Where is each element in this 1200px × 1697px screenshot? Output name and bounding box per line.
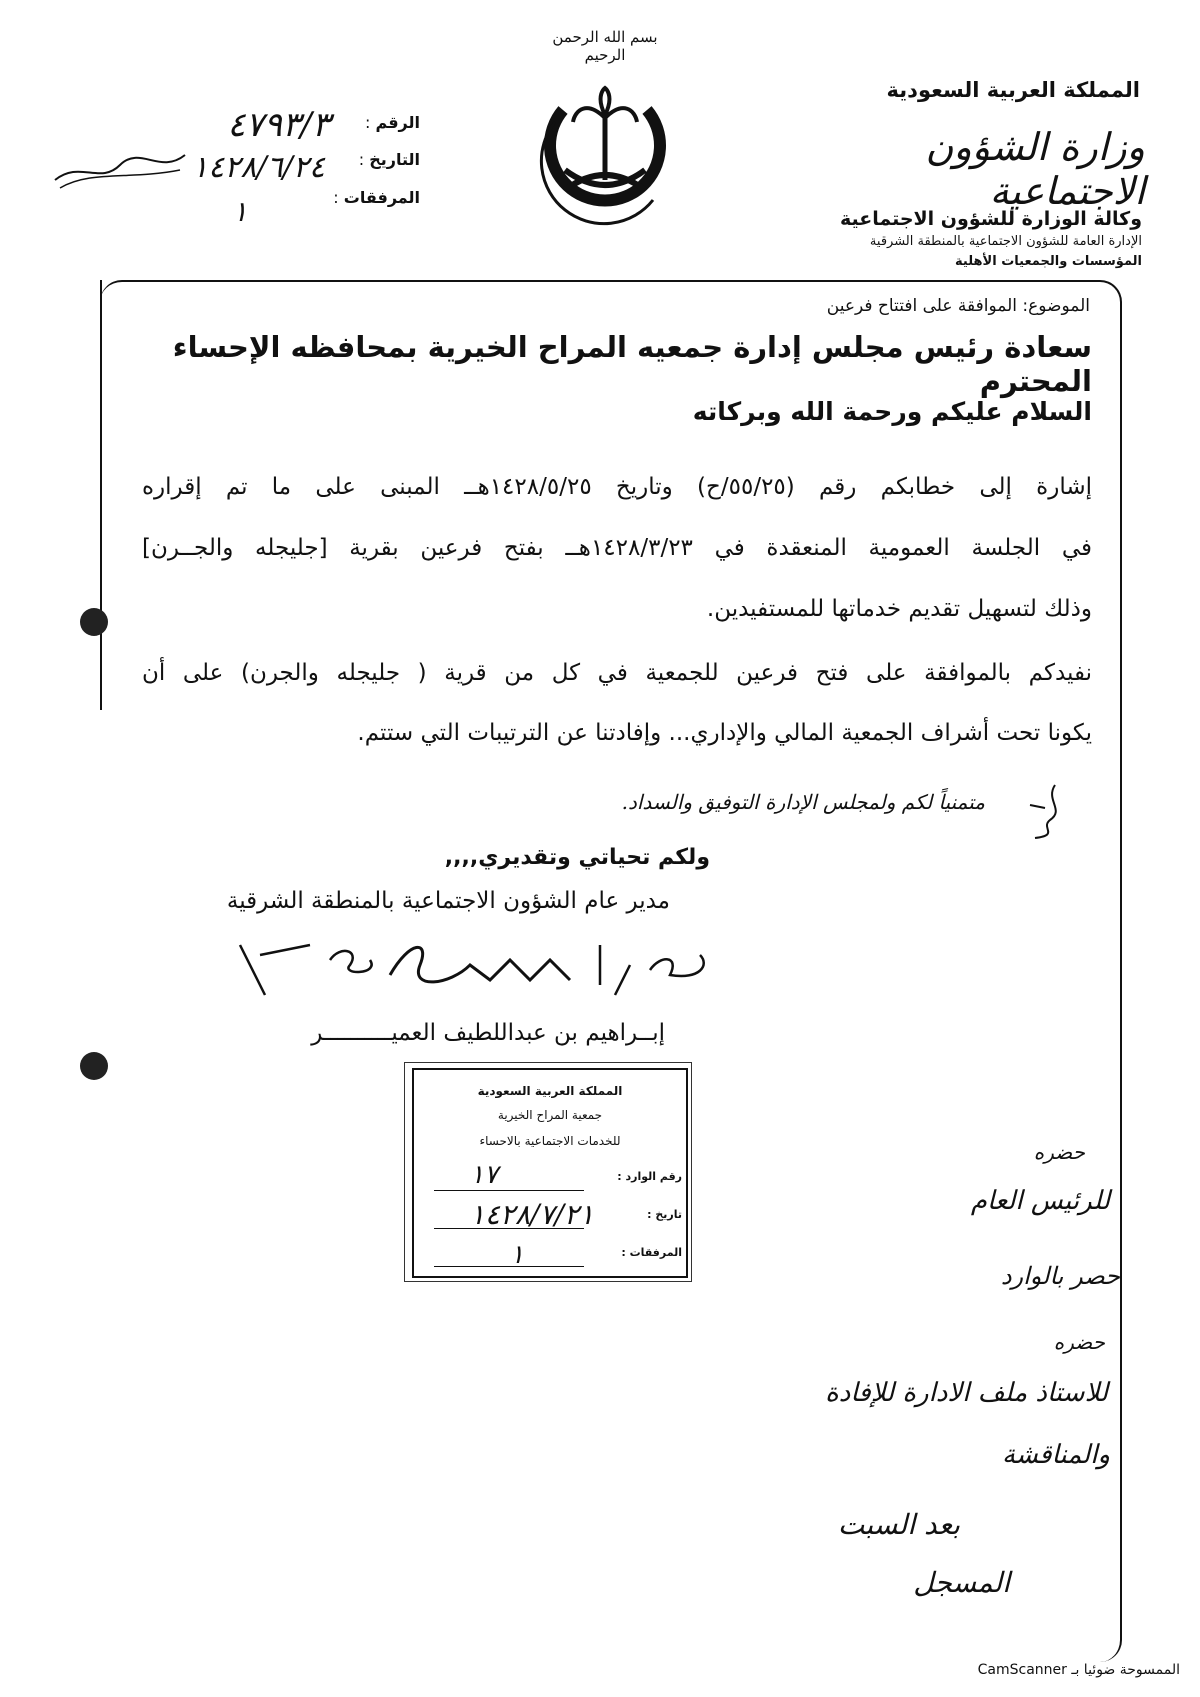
punch-hole-top [80,608,108,636]
incoming-stamp [412,1068,688,1278]
saudi-emblem-logo [525,70,685,230]
stamp-line-3: للخدمات الاجتماعية بالاحساء [479,1134,621,1148]
reference-number: ٤٧٩٣/٣ [227,105,330,145]
punch-hole-bottom [80,1052,108,1080]
department-name: المؤسسات والجمعيات الأهلية [955,254,1142,269]
handwritten-wish: متمنياً لكم ولمجلس الإدارة التوفيق والسداد. [621,790,985,814]
annotation-7: بعد السبت [837,1508,960,1541]
handwritten-scribble [50,140,190,190]
closing-line: ولكم تحياتي وتقديري,,,, [444,845,710,870]
reference-date: ١٤٢٨/٦/٢٤ [191,150,325,185]
annotation-4: حضره [1053,1330,1105,1354]
annotation-3: حصر بالوارد [1000,1262,1120,1290]
attachments-label: المرفقات : [333,188,420,207]
stamp-line-1: المملكة العربية السعودية [477,1084,623,1098]
stamp-inbound-label: رقم الوارد : [617,1170,682,1183]
signer-title: مدير عام الشؤون الاجتماعية بالمنطقة الشرقية [226,888,670,914]
stamp-inbound-number: ١٧ [470,1160,498,1190]
camscanner-footer: الممسوحة ضوئيا بـ CamScanner [977,1662,1180,1678]
ministry-name: وزارة الشؤون الاجتماعية [925,125,1145,213]
paragraph-1-line-1: إشارة إلى خطابكم رقم (٥٥/٢٥/ح) وتاريخ ١٤٢٨/٥/٢٥هــ المبنى على ما تم إقراره [142,474,1093,500]
addressee: سعادة رئيس مجلس إدارة جمعيه المراح الخيرية بمحافظه الإحساء المحترم [172,330,1092,398]
paragraph-1-line-2: في الجلسة العمومية المنعقدة في ١٤٢٨/٣/٢٣هــ بفتح فرعين بقرية [جليجله والجــرن] [142,535,1092,561]
annotation-2: للرئيس العام [970,1186,1110,1216]
stamp-line-2: جمعية المراح الخيرية [497,1108,603,1122]
agency-name: وكالة الوزارة للشؤون الاجتماعية [839,208,1142,230]
kingdom-name: المملكة العربية السعودية [886,78,1140,102]
initials-mark [1015,780,1075,840]
stamp-rule-1 [434,1190,584,1191]
stamp-date-label: تاريخ : [647,1208,682,1221]
number-label: الرقم : [365,113,420,132]
basmala: بسم الله الرحمن الرحيم [552,28,658,64]
annotation-1: حضره [1033,1140,1085,1164]
signer-name: إبــراهيم بن عبداللطيف العميــــــــــر [311,1020,665,1046]
subject-line: الموضوع: الموافقة على افتتاح فرعين [826,296,1090,316]
paragraph-2-line-2: يكونا تحت أشراف الجمعية المالي والإداري... وإفادتنا عن الترتيبات التي ستتم. [357,720,1092,746]
general-administration: الإدارة العامة للشؤون الاجتماعية بالمنطقة الشرقية [869,234,1142,249]
date-label: التاريخ : [358,150,420,169]
annotation-8: المسجل [913,1566,1010,1599]
stamp-date-value: ١٤٢٨/٧/٢١ [469,1198,594,1231]
stamp-attachments-label: المرفقات : [621,1246,682,1259]
paragraph-2-line-1: نفيدكم بالموافقة على فتح فرعين للجمعية في كل من قرية ( جليجله والجرن) على أن [142,660,1092,686]
annotation-5: للاستاذ ملف الادارة للإفادة [825,1378,1108,1408]
stamp-attachments-value: ١ [510,1240,524,1270]
annotation-6: والمناقشة [1001,1440,1110,1470]
stamp-rule-3 [434,1266,584,1267]
paragraph-1-line-3: وذلك لتسهيل تقديم خدماتها للمستفيدين. [706,596,1092,622]
greeting: السلام عليكم ورحمة الله وبركاته [692,397,1092,426]
attachments-count: ١ [232,195,248,228]
signature [230,935,720,1005]
